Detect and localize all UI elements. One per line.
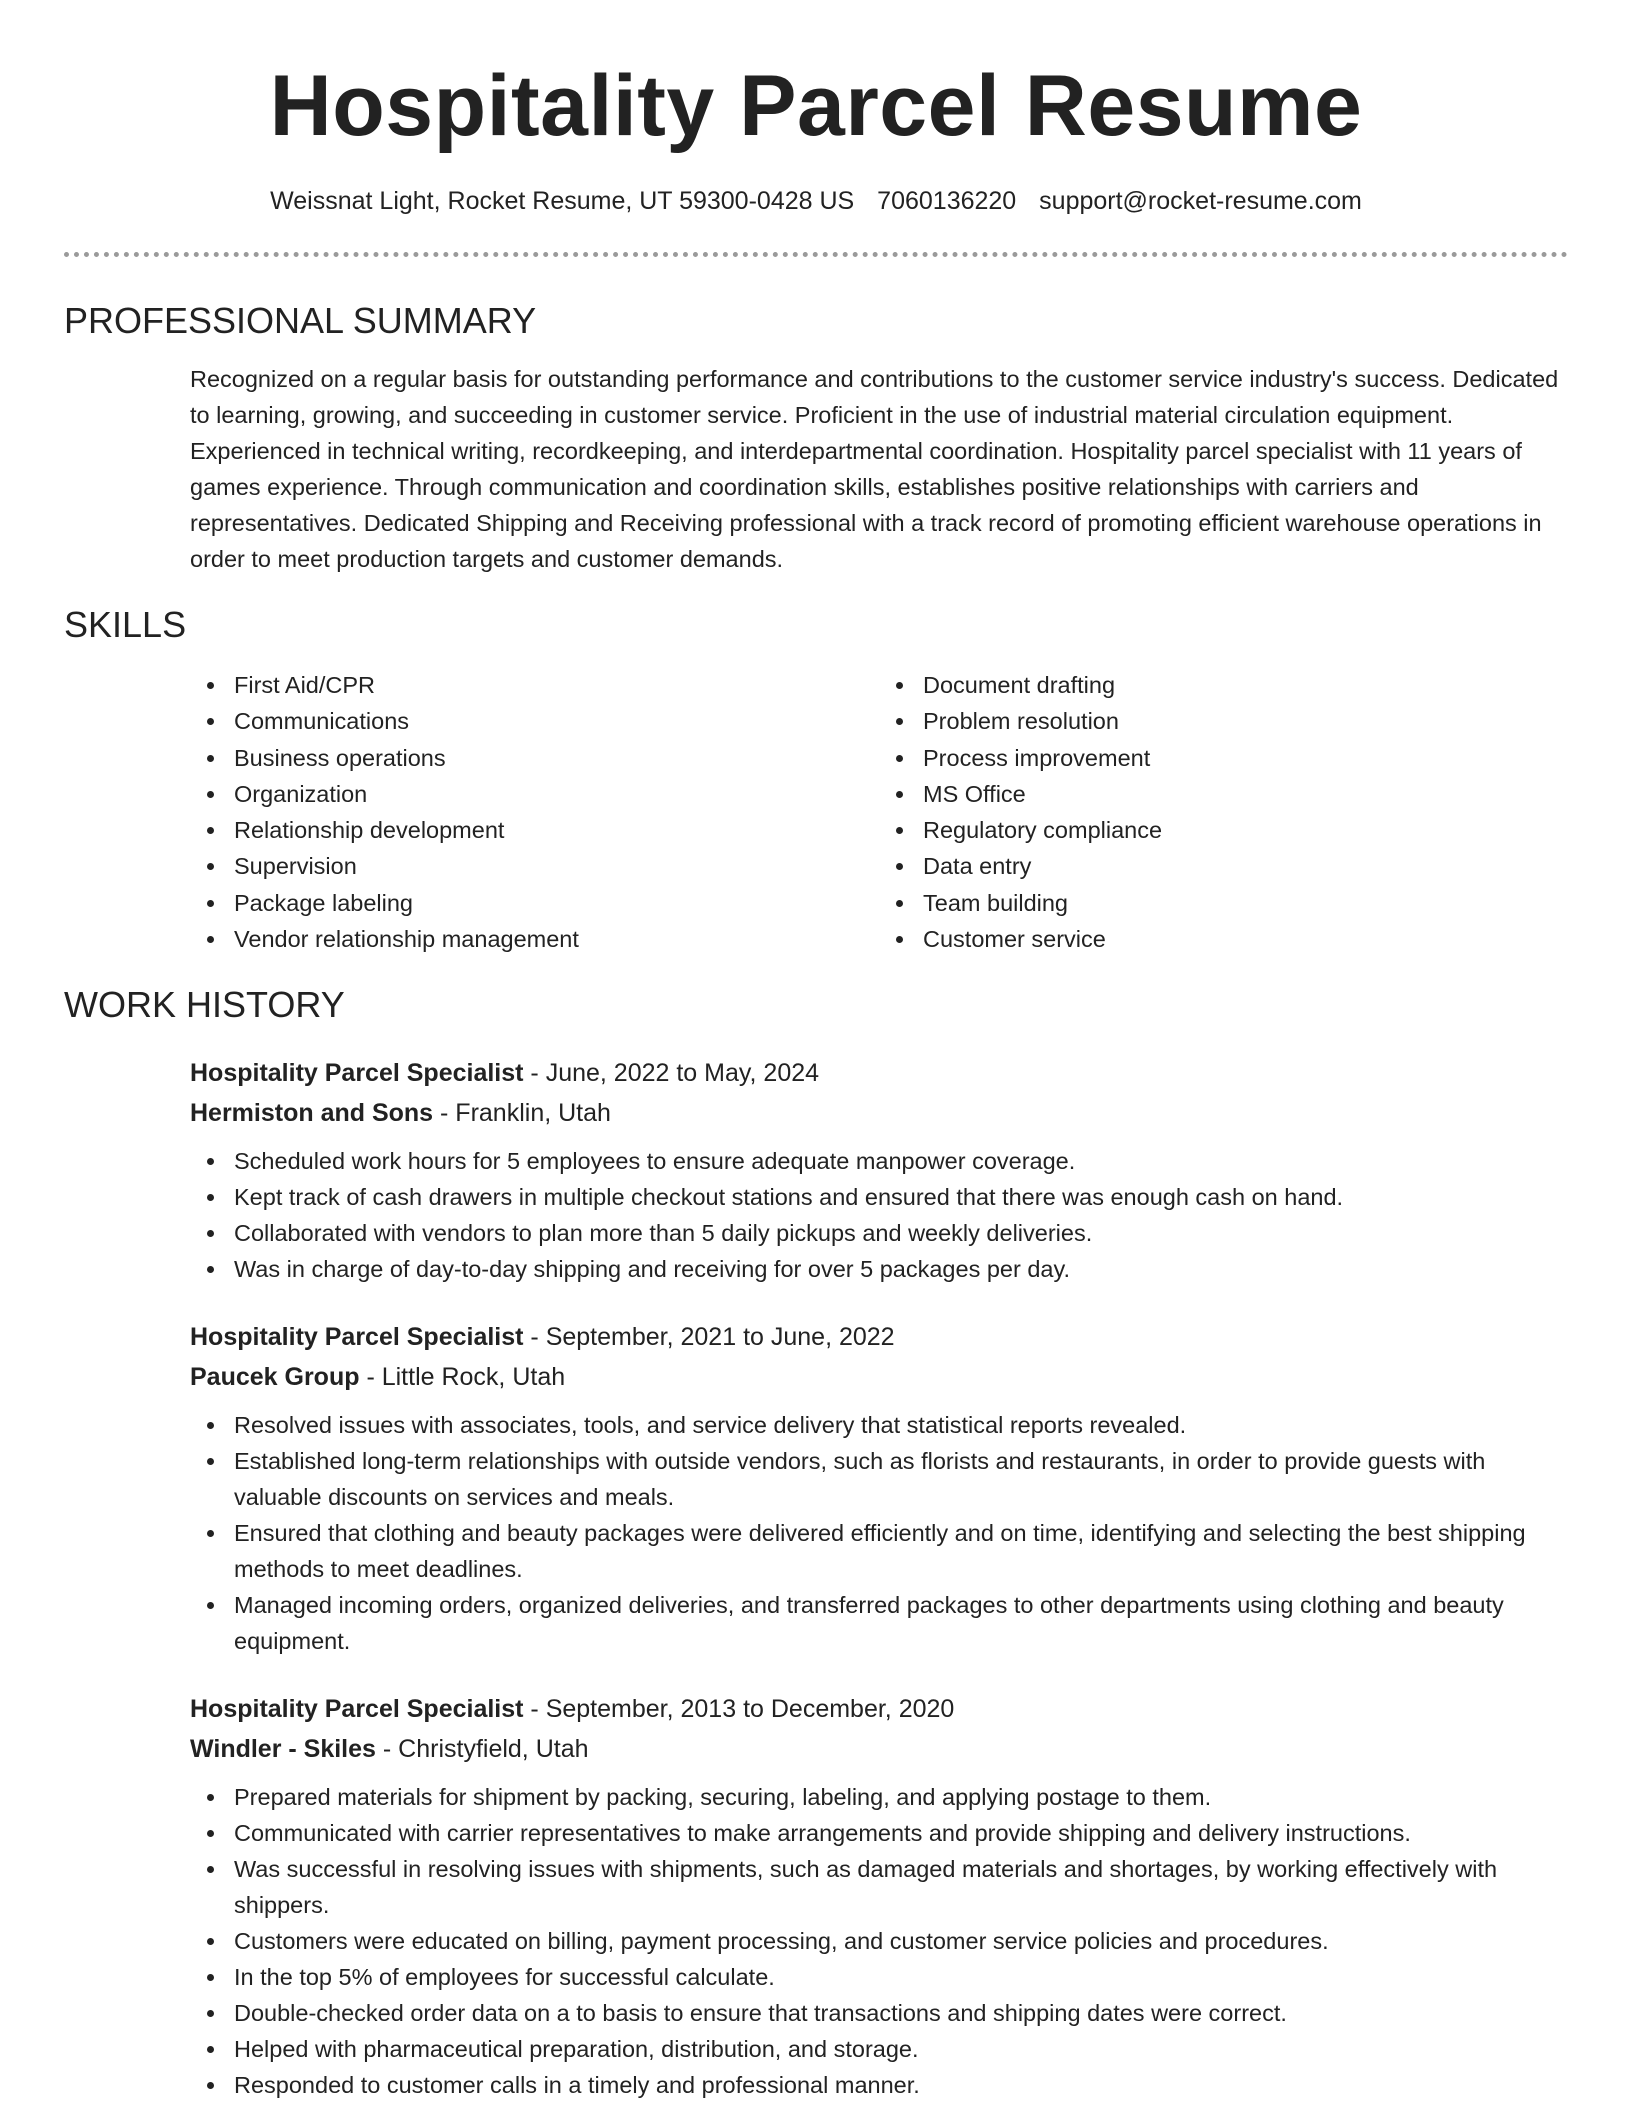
job-duty: Managed incoming orders, organized deliveries, and transferred packages to other departments using clothing and beauty equipment. [234, 1587, 1568, 1659]
job-entry [190, 1317, 1568, 1659]
skills-heading: SKILLS [64, 604, 187, 645]
skill-item: Relationship development [234, 812, 879, 848]
job-duty: Helped with pharmaceutical preparation, distribution, and storage. [234, 2031, 1568, 2067]
job-entry [190, 1053, 1568, 1287]
job-duty: Kept track of cash drawers in multiple checkout stations and ensured that there was enough cash on hand. [234, 1179, 1568, 1215]
skills-column-right [879, 667, 1568, 957]
skill-item: Package labeling [234, 885, 879, 921]
skill-item: Problem resolution [923, 703, 1568, 739]
job-dates: - June, 2022 to May, 2024 [523, 1059, 820, 1088]
job-duties [190, 1143, 1568, 1287]
job-duty: Communicated with carrier representatives to make arrangements and provide shipping and delivery instructions. [234, 1815, 1568, 1851]
skill-item: Data entry [923, 848, 1568, 884]
job-company: Hermiston and Sons [190, 1099, 434, 1128]
skill-item: Communications [234, 703, 879, 739]
contact-address: Weissnat Light, Rocket Resume, UT 59300-0428 US [270, 187, 855, 215]
skill-item: Vendor relationship management [234, 921, 879, 957]
job-dates: - September, 2021 to June, 2022 [523, 1323, 895, 1352]
job-company-line [190, 1357, 1568, 1397]
skill-item: Supervision [234, 848, 879, 884]
summary-text: Recognized on a regular basis for outstanding performance and contributions to the customer service industry's success. Dedicated to learning, growing, and succeeding in customer service. Proficient in the use of industrial material circulation equipment. Experienced in technical writing, recordkeeping, and interdepartmental coordination. Hospitality parcel specialist with 11 years of games experience. Through communication and coordination skills, establishes positive relationships with carriers and representatives. Dedicated Shipping and Receiving professional with a track record of promoting efficient warehouse operations in order to meet production targets and customer demands. [190, 366, 1559, 572]
contact-email: support@rocket-resume.com [1039, 187, 1362, 215]
job-duty: Resolved issues with associates, tools, and service delivery that statistical reports revealed. [234, 1407, 1568, 1443]
summary-heading: PROFESSIONAL SUMMARY [64, 300, 537, 341]
job-duty: Prepared materials for shipment by packing, securing, labeling, and applying postage to them. [234, 1779, 1568, 1815]
work-history-heading: WORK HISTORY [64, 984, 345, 1026]
job-company-line [190, 1093, 1568, 1133]
resume-title: Hospitality Parcel Resume [269, 58, 1363, 154]
job-duty: Ensured that clothing and beauty packages were delivered efficiently and on time, identifying and selecting the best shipping methods to meet deadlines. [234, 1515, 1568, 1587]
contact-line [64, 184, 1568, 218]
skills-grid [190, 667, 1568, 957]
contact-phone: 7060136220 [877, 187, 1017, 215]
job-duties [190, 1779, 1568, 2103]
job-duty: Was in charge of day-to-day shipping and receiving for over 5 packages per day. [234, 1251, 1568, 1287]
skills-column-left [190, 667, 879, 957]
skills-section [64, 603, 1568, 957]
job-duty: Established long-term relationships with outside vendors, such as florists and restaurants, in order to provide guests with valuable discounts on services and meals. [234, 1443, 1568, 1515]
skill-item: Document drafting [923, 667, 1568, 703]
job-role: Hospitality Parcel Specialist [190, 1059, 524, 1088]
skill-item: Organization [234, 776, 879, 812]
job-title-line [190, 1317, 1568, 1357]
job-entry [190, 1689, 1568, 2103]
job-duty: Scheduled work hours for 5 employees to ensure adequate manpower coverage. [234, 1143, 1568, 1179]
work-history-section [64, 983, 1568, 2103]
job-dates: - September, 2013 to December, 2020 [523, 1695, 955, 1724]
job-duty: Double-checked order data on a to basis to ensure that transactions and shipping dates were correct. [234, 1995, 1568, 2031]
skill-item: Customer service [923, 921, 1568, 957]
job-duty: Collaborated with vendors to plan more than 5 daily pickups and weekly deliveries. [234, 1215, 1568, 1251]
job-location: - Christyfield, Utah [375, 1735, 589, 1764]
job-duty: Was successful in resolving issues with shipments, such as damaged materials and shortages, by working effectively with shippers. [234, 1851, 1568, 1923]
job-title-line [190, 1053, 1568, 1093]
job-duty: Responded to customer calls in a timely and professional manner. [234, 2067, 1568, 2103]
skill-item: Business operations [234, 740, 879, 776]
job-role: Hospitality Parcel Specialist [190, 1323, 524, 1352]
job-duty: In the top 5% of employees for successful calculate. [234, 1959, 1568, 1995]
job-duty: Customers were educated on billing, payment processing, and customer service policies and procedures. [234, 1923, 1568, 1959]
job-title-line [190, 1689, 1568, 1729]
job-duties [190, 1407, 1568, 1659]
job-company: Windler - Skiles [190, 1735, 376, 1764]
job-company: Paucek Group [190, 1363, 360, 1392]
skill-item: Process improvement [923, 740, 1568, 776]
job-company-line [190, 1729, 1568, 1769]
header-divider [64, 252, 1568, 257]
job-location: - Franklin, Utah [433, 1099, 611, 1128]
job-location: - Little Rock, Utah [359, 1363, 566, 1392]
skill-item: First Aid/CPR [234, 667, 879, 703]
skill-item: MS Office [923, 776, 1568, 812]
summary-section [64, 299, 1568, 577]
job-role: Hospitality Parcel Specialist [190, 1695, 524, 1724]
skill-item: Regulatory compliance [923, 812, 1568, 848]
skill-item: Team building [923, 885, 1568, 921]
